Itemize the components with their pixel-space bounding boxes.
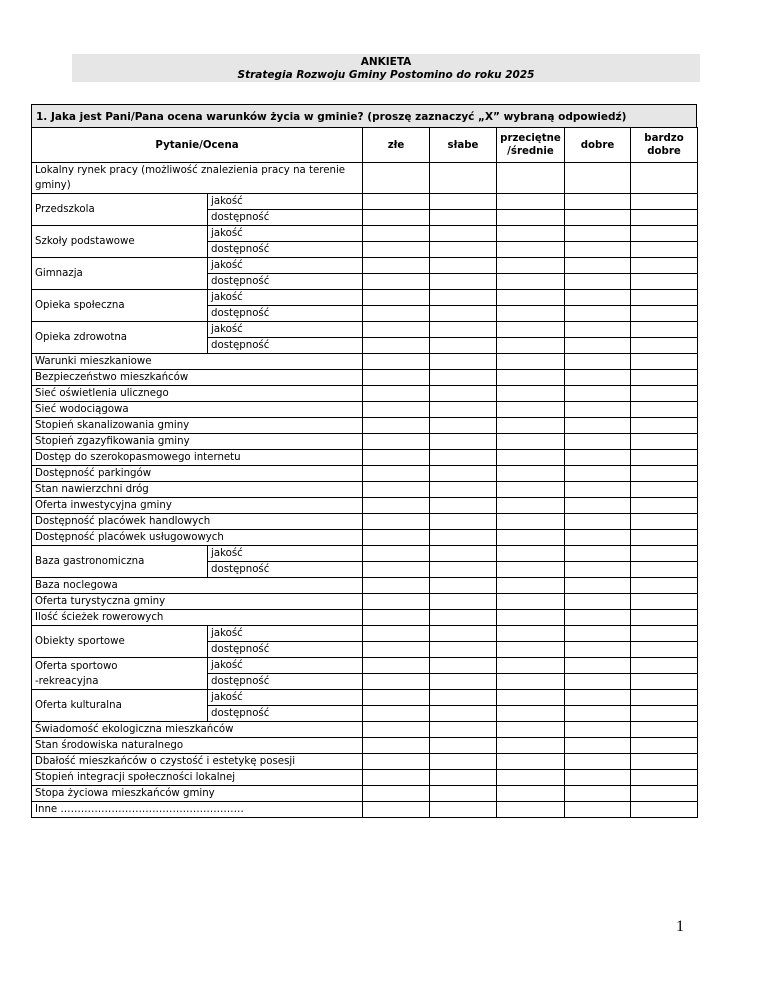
rating-cell[interactable] xyxy=(565,226,631,242)
rating-cell[interactable] xyxy=(363,722,430,738)
table-row xyxy=(32,354,698,370)
table-header-row xyxy=(32,128,698,163)
rating-cell[interactable] xyxy=(363,434,430,450)
rating-cell[interactable] xyxy=(363,370,430,386)
rating-cell[interactable] xyxy=(430,498,497,514)
sub-label-quality: jakość xyxy=(208,226,363,242)
rating-cell[interactable] xyxy=(631,274,698,290)
rating-cell[interactable] xyxy=(631,786,698,802)
rating-cell[interactable] xyxy=(363,546,430,562)
rating-cell[interactable] xyxy=(631,306,698,322)
row-label: Inne ……………………………………………… xyxy=(32,802,363,818)
rating-cell[interactable] xyxy=(565,370,631,386)
col-header-item: Pytanie/Ocena xyxy=(32,128,363,163)
rating-cell[interactable] xyxy=(631,754,698,770)
rating-cell[interactable] xyxy=(565,658,631,674)
rating-cell[interactable] xyxy=(497,690,565,706)
rating-cell[interactable] xyxy=(565,674,631,690)
rating-cell[interactable] xyxy=(430,530,497,546)
rating-cell[interactable] xyxy=(497,674,565,690)
rating-cell[interactable] xyxy=(430,562,497,578)
rating-cell[interactable] xyxy=(497,386,565,402)
rating-cell[interactable] xyxy=(430,626,497,642)
rating-cell[interactable] xyxy=(363,290,430,306)
sub-label-availability: dostępność xyxy=(208,642,363,658)
rating-cell[interactable] xyxy=(497,722,565,738)
rating-cell[interactable] xyxy=(497,290,565,306)
table-row xyxy=(32,418,698,434)
rating-cell[interactable] xyxy=(363,674,430,690)
rating-cell[interactable] xyxy=(631,658,698,674)
table-row xyxy=(32,163,698,194)
rating-cell[interactable] xyxy=(363,594,430,610)
rating-cell[interactable] xyxy=(430,210,497,226)
rating-cell[interactable] xyxy=(363,466,430,482)
row-label: Stopień skanalizowania gminy xyxy=(32,418,363,434)
rating-cell[interactable] xyxy=(565,466,631,482)
rating-cell[interactable] xyxy=(430,658,497,674)
rating-cell[interactable] xyxy=(363,322,430,338)
rating-cell[interactable] xyxy=(430,434,497,450)
row-label: Dostępność parkingów xyxy=(32,466,363,482)
rating-cell[interactable] xyxy=(497,610,565,626)
rating-cell[interactable] xyxy=(430,258,497,274)
rating-cell[interactable] xyxy=(363,738,430,754)
rating-cell[interactable] xyxy=(497,322,565,338)
rating-cell[interactable] xyxy=(363,578,430,594)
rating-cell[interactable] xyxy=(363,658,430,674)
row-label: Lokalny rynek pracy (możliwość znalezienia pracy na terenie gminy) xyxy=(32,163,363,194)
rating-cell[interactable] xyxy=(631,434,698,450)
rating-cell[interactable] xyxy=(363,402,430,418)
row-label: Stopa życiowa mieszkańców gminy xyxy=(32,786,363,802)
rating-cell[interactable] xyxy=(497,706,565,722)
rating-cell[interactable] xyxy=(565,610,631,626)
sub-label-quality: jakość xyxy=(208,258,363,274)
row-label: Oferta kulturalna xyxy=(32,690,208,722)
rating-cell[interactable] xyxy=(363,482,430,498)
sub-label-quality: jakość xyxy=(208,626,363,642)
rating-cell[interactable] xyxy=(565,514,631,530)
rating-cell[interactable] xyxy=(631,802,698,818)
rating-cell[interactable] xyxy=(363,386,430,402)
rating-cell[interactable] xyxy=(631,338,698,354)
rating-cell[interactable] xyxy=(497,450,565,466)
table-row xyxy=(32,370,698,386)
rating-cell[interactable] xyxy=(430,546,497,562)
survey-subtitle: Strategia Rozwoju Gminy Postomino do roku 2025 xyxy=(237,69,535,81)
rating-cell[interactable] xyxy=(430,770,497,786)
table-row xyxy=(32,610,698,626)
row-label: Ilość ścieżek rowerowych xyxy=(32,610,363,626)
rating-cell[interactable] xyxy=(430,610,497,626)
rating-cell[interactable] xyxy=(565,258,631,274)
table-row xyxy=(32,498,698,514)
table-row xyxy=(32,802,698,818)
sub-label-availability: dostępność xyxy=(208,242,363,258)
rating-cell[interactable] xyxy=(631,226,698,242)
rating-cell[interactable] xyxy=(565,322,631,338)
table-row xyxy=(32,770,698,786)
rating-cell[interactable] xyxy=(430,370,497,386)
rating-cell[interactable] xyxy=(430,514,497,530)
rating-cell[interactable] xyxy=(430,466,497,482)
rating-cell[interactable] xyxy=(631,402,698,418)
rating-cell[interactable] xyxy=(430,226,497,242)
rating-cell[interactable] xyxy=(565,274,631,290)
rating-cell[interactable] xyxy=(565,594,631,610)
rating-cell[interactable] xyxy=(363,802,430,818)
rating-cell[interactable] xyxy=(430,402,497,418)
rating-cell[interactable] xyxy=(430,674,497,690)
rating-cell[interactable] xyxy=(497,306,565,322)
rating-cell[interactable] xyxy=(631,498,698,514)
rating-cell[interactable] xyxy=(631,450,698,466)
rating-cell[interactable] xyxy=(430,322,497,338)
rating-cell[interactable] xyxy=(430,642,497,658)
table-row xyxy=(32,530,698,546)
rating-cell[interactable] xyxy=(497,530,565,546)
row-label: Dostęp do szerokopasmowego internetu xyxy=(32,450,363,466)
rating-cell[interactable] xyxy=(363,306,430,322)
rating-cell[interactable] xyxy=(430,578,497,594)
rating-cell[interactable] xyxy=(497,354,565,370)
rating-cell[interactable] xyxy=(497,434,565,450)
rating-cell[interactable] xyxy=(631,706,698,722)
rating-cell[interactable] xyxy=(497,754,565,770)
col-header-bad: złe xyxy=(363,128,430,163)
rating-cell[interactable] xyxy=(430,786,497,802)
rating-cell[interactable] xyxy=(430,594,497,610)
rating-cell[interactable] xyxy=(363,690,430,706)
rating-cell[interactable] xyxy=(430,418,497,434)
row-label: Stan środowiska naturalnego xyxy=(32,738,363,754)
rating-cell[interactable] xyxy=(631,770,698,786)
sub-label-availability: dostępność xyxy=(208,210,363,226)
page-number: 1 xyxy=(676,918,684,935)
table-row xyxy=(32,514,698,530)
rating-cell[interactable] xyxy=(565,754,631,770)
rating-cell[interactable] xyxy=(430,194,497,210)
table-row xyxy=(32,386,698,402)
row-label: Stopień zgazyfikowania gminy xyxy=(32,434,363,450)
rating-cell[interactable] xyxy=(497,738,565,754)
rating-cell[interactable] xyxy=(497,770,565,786)
row-label: Obiekty sportowe xyxy=(32,626,208,658)
rating-cell[interactable] xyxy=(497,370,565,386)
rating-cell[interactable] xyxy=(497,498,565,514)
row-label: Oferta sportowo -rekreacyjna xyxy=(32,658,208,690)
col-header-weak: słabe xyxy=(430,128,497,163)
rating-cell[interactable] xyxy=(631,163,698,194)
rating-cell[interactable] xyxy=(565,642,631,658)
rating-cell[interactable] xyxy=(565,386,631,402)
row-label: Oferta turystyczna gminy xyxy=(32,594,363,610)
row-label: Sieć wodociągowa xyxy=(32,402,363,418)
rating-cell[interactable] xyxy=(565,546,631,562)
rating-table xyxy=(31,127,698,818)
sub-label-availability: dostępność xyxy=(208,338,363,354)
rating-cell[interactable] xyxy=(631,322,698,338)
row-label: Stopień integracji społeczności lokalnej xyxy=(32,770,363,786)
table-row xyxy=(32,722,698,738)
rating-cell[interactable] xyxy=(497,466,565,482)
rating-cell[interactable] xyxy=(497,163,565,194)
row-label: Sieć oświetlenia ulicznego xyxy=(32,386,363,402)
rating-cell[interactable] xyxy=(631,546,698,562)
rating-cell[interactable] xyxy=(631,610,698,626)
row-label: Stan nawierzchni dróg xyxy=(32,482,363,498)
rating-cell[interactable] xyxy=(497,562,565,578)
rating-cell[interactable] xyxy=(631,578,698,594)
rating-cell[interactable] xyxy=(363,626,430,642)
table-row xyxy=(32,594,698,610)
rating-cell[interactable] xyxy=(631,626,698,642)
rating-cell[interactable] xyxy=(497,226,565,242)
row-label: Warunki mieszkaniowe xyxy=(32,354,363,370)
rating-cell[interactable] xyxy=(430,354,497,370)
rating-cell[interactable] xyxy=(363,610,430,626)
rating-cell[interactable] xyxy=(430,450,497,466)
rating-cell[interactable] xyxy=(363,338,430,354)
rating-cell[interactable] xyxy=(497,402,565,418)
row-label: Opieka zdrowotna xyxy=(32,322,208,354)
col-header-good: dobre xyxy=(565,128,631,163)
rating-cell[interactable] xyxy=(430,722,497,738)
table-row xyxy=(32,546,698,562)
table-row xyxy=(32,434,698,450)
rating-cell[interactable] xyxy=(430,738,497,754)
rating-cell[interactable] xyxy=(497,658,565,674)
row-label: Bezpieczeństwo mieszkańców xyxy=(32,370,363,386)
rating-cell[interactable] xyxy=(565,338,631,354)
table-row xyxy=(32,258,698,274)
rating-cell[interactable] xyxy=(363,242,430,258)
rating-cell[interactable] xyxy=(497,626,565,642)
table-row xyxy=(32,738,698,754)
sub-label-quality: jakość xyxy=(208,322,363,338)
rating-cell[interactable] xyxy=(430,690,497,706)
rating-cell[interactable] xyxy=(430,274,497,290)
rating-cell[interactable] xyxy=(631,418,698,434)
rating-cell[interactable] xyxy=(631,594,698,610)
table-row xyxy=(32,626,698,642)
sub-label-quality: jakość xyxy=(208,290,363,306)
rating-cell[interactable] xyxy=(565,210,631,226)
rating-cell[interactable] xyxy=(497,274,565,290)
rating-cell[interactable] xyxy=(565,530,631,546)
table-row xyxy=(32,754,698,770)
sub-label-availability: dostępność xyxy=(208,274,363,290)
rating-cell[interactable] xyxy=(565,450,631,466)
rating-cell[interactable] xyxy=(497,642,565,658)
rating-cell[interactable] xyxy=(430,338,497,354)
row-label: Baza gastronomiczna xyxy=(32,546,208,578)
rating-cell[interactable] xyxy=(363,258,430,274)
row-label: Gimnazja xyxy=(32,258,208,290)
rating-cell[interactable] xyxy=(497,594,565,610)
rating-cell[interactable] xyxy=(565,498,631,514)
rating-cell[interactable] xyxy=(631,674,698,690)
rating-cell[interactable] xyxy=(631,690,698,706)
rating-cell[interactable] xyxy=(430,386,497,402)
rating-cell[interactable] xyxy=(565,690,631,706)
table-row xyxy=(32,402,698,418)
rating-cell[interactable] xyxy=(631,530,698,546)
rating-cell[interactable] xyxy=(631,194,698,210)
sub-label-availability: dostępność xyxy=(208,706,363,722)
rating-cell[interactable] xyxy=(565,802,631,818)
row-label: Dbałość mieszkańców o czystość i estetykę posesji xyxy=(32,754,363,770)
table-row xyxy=(32,482,698,498)
rating-cell[interactable] xyxy=(631,738,698,754)
rating-cell[interactable] xyxy=(363,498,430,514)
rating-cell[interactable] xyxy=(430,482,497,498)
rating-cell[interactable] xyxy=(363,450,430,466)
rating-cell[interactable] xyxy=(565,290,631,306)
rating-cell[interactable] xyxy=(565,770,631,786)
row-label: Opieka społeczna xyxy=(32,290,208,322)
rating-cell[interactable] xyxy=(631,258,698,274)
row-label: Baza noclegowa xyxy=(32,578,363,594)
rating-cell[interactable] xyxy=(363,194,430,210)
sub-label-quality: jakość xyxy=(208,658,363,674)
table-row xyxy=(32,450,698,466)
rating-cell[interactable] xyxy=(631,290,698,306)
rating-cell[interactable] xyxy=(363,210,430,226)
row-label: Przedszkola xyxy=(32,194,208,226)
rating-cell[interactable] xyxy=(565,306,631,322)
rating-cell[interactable] xyxy=(497,418,565,434)
rating-cell[interactable] xyxy=(430,706,497,722)
survey-header xyxy=(72,54,700,82)
table-row xyxy=(32,226,698,242)
row-label: Świadomość ekologiczna mieszkańców xyxy=(32,722,363,738)
rating-cell[interactable] xyxy=(631,514,698,530)
table-row xyxy=(32,690,698,706)
rating-cell[interactable] xyxy=(565,354,631,370)
rating-cell[interactable] xyxy=(363,226,430,242)
sub-label-quality: jakość xyxy=(208,690,363,706)
rating-cell[interactable] xyxy=(497,258,565,274)
rating-cell[interactable] xyxy=(497,786,565,802)
rating-cell[interactable] xyxy=(631,386,698,402)
rating-cell[interactable] xyxy=(565,706,631,722)
rating-cell[interactable] xyxy=(363,530,430,546)
rating-cell[interactable] xyxy=(363,274,430,290)
rating-cell[interactable] xyxy=(565,194,631,210)
rating-cell[interactable] xyxy=(363,706,430,722)
row-label: Szkoły podstawowe xyxy=(32,226,208,258)
survey-title: ANKIETA xyxy=(360,56,412,68)
rating-cell[interactable] xyxy=(497,514,565,530)
rating-cell[interactable] xyxy=(631,482,698,498)
rating-cell[interactable] xyxy=(497,578,565,594)
rating-cell[interactable] xyxy=(565,626,631,642)
rating-cell[interactable] xyxy=(430,242,497,258)
rating-cell[interactable] xyxy=(497,210,565,226)
rating-cell[interactable] xyxy=(363,354,430,370)
rating-cell[interactable] xyxy=(363,754,430,770)
rating-cell[interactable] xyxy=(497,802,565,818)
rating-cell[interactable] xyxy=(631,642,698,658)
rating-cell[interactable] xyxy=(363,514,430,530)
rating-cell[interactable] xyxy=(497,242,565,258)
col-header-very-good: bardzo dobre xyxy=(631,128,698,163)
sub-label-quality: jakość xyxy=(208,194,363,210)
rating-cell[interactable] xyxy=(565,722,631,738)
sub-label-availability: dostępność xyxy=(208,306,363,322)
rating-cell[interactable] xyxy=(497,338,565,354)
rating-cell[interactable] xyxy=(363,562,430,578)
rating-cell[interactable] xyxy=(363,418,430,434)
row-label: Oferta inwestycyjna gminy xyxy=(32,498,363,514)
table-row xyxy=(32,322,698,338)
table-row xyxy=(32,578,698,594)
sub-label-availability: dostępność xyxy=(208,674,363,690)
rating-cell[interactable] xyxy=(430,802,497,818)
rating-cell[interactable] xyxy=(631,562,698,578)
rating-cell[interactable] xyxy=(631,354,698,370)
rating-cell[interactable] xyxy=(497,194,565,210)
rating-cell[interactable] xyxy=(565,562,631,578)
rating-cell[interactable] xyxy=(631,466,698,482)
rating-cell[interactable] xyxy=(565,434,631,450)
rating-cell[interactable] xyxy=(363,163,430,194)
rating-cell[interactable] xyxy=(631,210,698,226)
rating-cell[interactable] xyxy=(430,163,497,194)
sub-label-quality: jakość xyxy=(208,546,363,562)
rating-cell[interactable] xyxy=(631,370,698,386)
col-header-average: przeciętne /średnie xyxy=(497,128,565,163)
rating-cell[interactable] xyxy=(565,242,631,258)
rating-cell[interactable] xyxy=(497,546,565,562)
rating-cell[interactable] xyxy=(565,482,631,498)
table-row xyxy=(32,786,698,802)
table-row xyxy=(32,658,698,674)
table-row xyxy=(32,466,698,482)
rating-cell[interactable] xyxy=(565,402,631,418)
rating-cell[interactable] xyxy=(565,163,631,194)
rating-cell[interactable] xyxy=(497,482,565,498)
rating-cell[interactable] xyxy=(363,770,430,786)
rating-cell[interactable] xyxy=(631,722,698,738)
table-row xyxy=(32,194,698,210)
row-label: Dostępność placówek handlowych xyxy=(32,514,363,530)
sub-label-availability: dostępność xyxy=(208,562,363,578)
rating-cell[interactable] xyxy=(565,786,631,802)
row-label: Dostępność placówek usługowowych xyxy=(32,530,363,546)
rating-cell[interactable] xyxy=(430,306,497,322)
rating-cell[interactable] xyxy=(565,418,631,434)
rating-cell[interactable] xyxy=(363,642,430,658)
table-row xyxy=(32,290,698,306)
rating-cell[interactable] xyxy=(363,786,430,802)
rating-cell[interactable] xyxy=(631,242,698,258)
rating-cell[interactable] xyxy=(565,578,631,594)
rating-cell[interactable] xyxy=(430,754,497,770)
question-title: 1. Jaka jest Pani/Pana ocena warunków życia w gminie? (proszę zaznaczyć „X” wybraną odpowiedź) xyxy=(31,104,697,128)
rating-cell[interactable] xyxy=(565,738,631,754)
rating-cell[interactable] xyxy=(430,290,497,306)
